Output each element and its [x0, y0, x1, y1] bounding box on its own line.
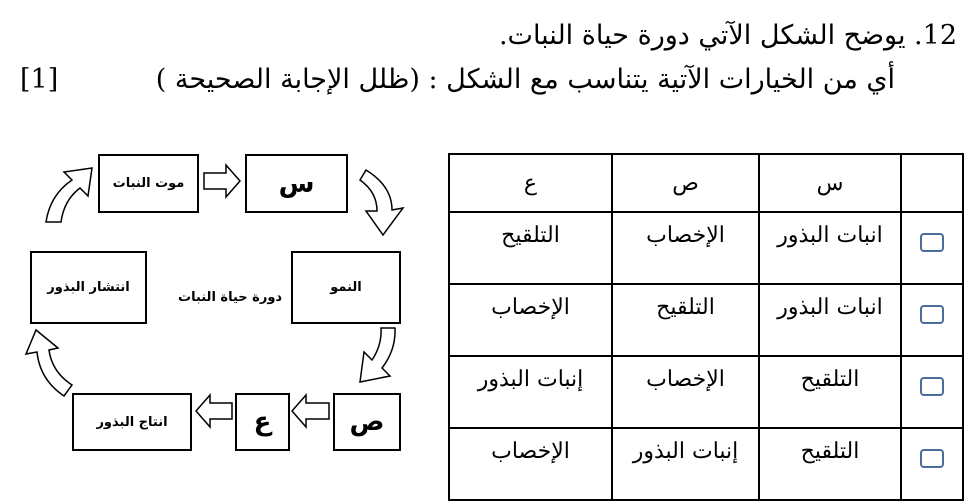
header-empty [901, 154, 963, 212]
question-mark: [1] [20, 64, 59, 95]
table-cell: التلقيح [759, 356, 901, 428]
box-p: ص [333, 393, 401, 451]
box-plant-death: موت النبات [98, 154, 199, 213]
arrow-s-to-growth [360, 170, 403, 235]
table-cell: انبات البذور [759, 284, 901, 356]
option-2-checkbox[interactable] [920, 305, 944, 324]
table-cell: التلقيح [759, 428, 901, 500]
arrow-growth-to-p [360, 328, 395, 382]
table-cell: الإخصاب [612, 356, 759, 428]
table-header-row [449, 154, 963, 212]
table-cell: الإخصاب [449, 284, 612, 356]
options-table [448, 153, 964, 501]
option-1-checkbox[interactable] [920, 233, 944, 252]
question-instruction: أي من الخيارات الآتية يتناسب مع الشكل : (ظلل الإجابة الصحيحة ) [155, 64, 895, 95]
box-a: ع [235, 393, 290, 451]
box-growth: النمو [291, 251, 401, 324]
option-3-checkbox[interactable] [920, 377, 944, 396]
header-a: ع [449, 154, 612, 212]
diagram-center-label: دورة حياة النبات [178, 290, 283, 305]
option-4-checkbox[interactable] [920, 449, 944, 468]
box-seed-spread: انتشار البذور [30, 251, 147, 324]
plant-life-cycle-diagram [0, 140, 430, 468]
table-cell: إنبات البذور [612, 428, 759, 500]
arrow-spread-to-death [46, 168, 92, 222]
table-cell: الإخصاب [612, 212, 759, 284]
table-row [449, 356, 963, 428]
table-row [449, 212, 963, 284]
arrow-production-to-spread [26, 330, 72, 396]
arrow-p-to-a [292, 395, 329, 427]
table-cell: التلقيح [449, 212, 612, 284]
box-seed-production: انتاج البذور [72, 393, 192, 451]
box-s: س [245, 154, 348, 213]
table-cell: انبات البذور [759, 212, 901, 284]
table-cell: الإخصاب [449, 428, 612, 500]
question-text: 12. يوضح الشكل الآتي دورة حياة النبات. [498, 20, 957, 51]
table-row [449, 284, 963, 356]
table-cell: التلقيح [612, 284, 759, 356]
table-row [449, 428, 963, 500]
arrow-a-to-production [196, 395, 232, 427]
header-p: ص [612, 154, 759, 212]
header-s: س [759, 154, 901, 212]
arrow-death-to-s [204, 165, 240, 197]
table-cell: إنبات البذور [449, 356, 612, 428]
